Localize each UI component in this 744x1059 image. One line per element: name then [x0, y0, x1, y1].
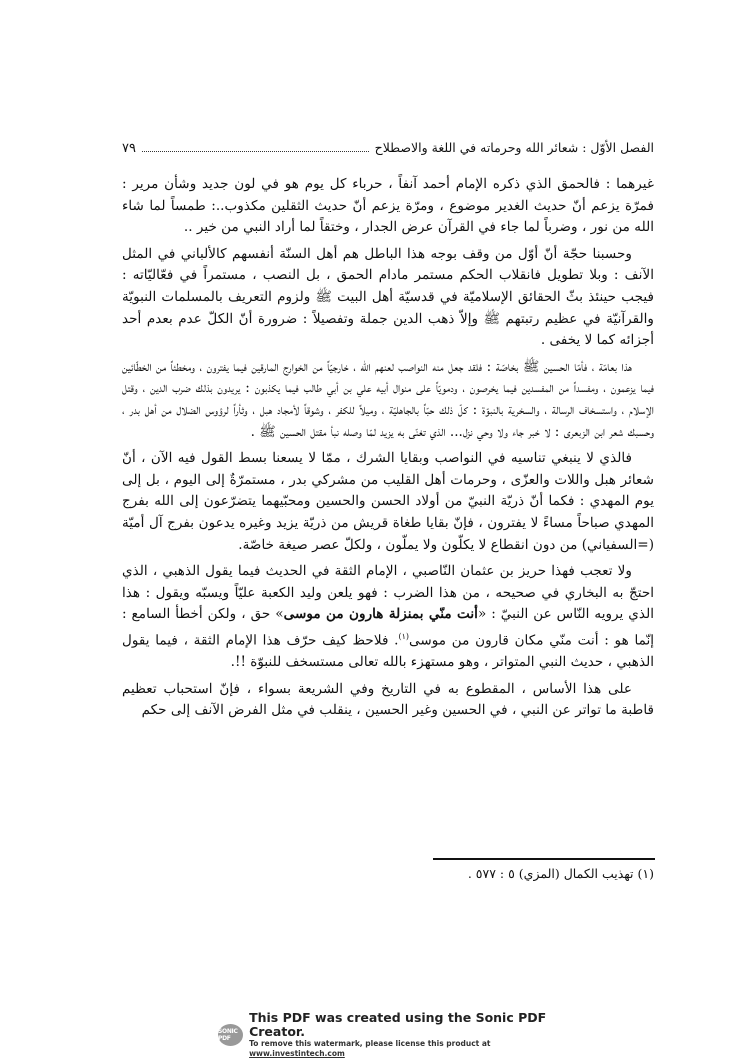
watermark-main: This PDF was created using the Sonic PDF Creator. — [249, 1010, 547, 1039]
body-text — [122, 174, 654, 722]
watermark-text — [249, 1011, 548, 1059]
running-header — [122, 140, 654, 160]
footnote-divider — [433, 858, 655, 860]
leader-dots — [142, 141, 369, 152]
footnote: (١) تهذيب الكمال (المزي) ٥ : ٥٧٧ . — [467, 866, 654, 881]
paragraph-1: غيرهما : فالحمق الذي ذكره الإمام أحمد آنفاً ، حرباء كل يوم هو في لون جديد وشأن مرير : فمرّة يزعم أنّ حديث الغدير موضوع ، ومرّة يزعم أنّ حديث الثقلين مكذوب..: طمساً لما شاء الله من نور ، وضرباً لما جاء في القرآن عرض الجدار ، وختقاً لما أراد النبي من خير .. — [122, 176, 654, 236]
paragraph-6: على هذا الأساس ، المقطوع به في التاريخ وفي الشريعة بسواء ، فإنّ استحباب تعظيم قاطبة ما تواتر عن النبي ، في الحسين وغير الحسين ، ينقلب في مثل الفرض الآنف إلى حكم — [122, 680, 654, 719]
watermark-link[interactable]: www.investintech.com — [249, 1049, 345, 1058]
paragraph-3: هذا بعامّة ، فأمّا الحسين ﷺ بخاصّة : فلقد جعل منه النواصب لعنهم الله ، خارجيّاً من الخوارج المارقين فيما يفترون ، ومخطئاً من الخطّائين فيما يزعمون ، ومفسداً من المفسدين فيما يخرصون ، ودمويّاً على منوال أبيه علي بن أبي طالب فيما يكذبون : يريدون بذلك ضرب الدين ، وقتل الإسلام ، واستسخاف الرسالة ، والسخرية بالنبوّة : كلّ ذلك حبّاً بالجاهليّة ، وميلاً للكفر ، وشوقاً لأمجاد هبل ، وثأراً لرؤوس الضلال من أهل بدر ، وحسبك شعر ابن الزبعرى : لا خبر جاء ولا وحي نزل... الذي تغنّى به يزيد لمّا وصله نبأ مقتل الحسين ﷺ . — [122, 358, 654, 440]
paragraph-2: وحسبنا حجّة أنّ أوّل من وقف بوجه هذا الباطل هم أهل السنّة أنفسهم كالألباني في المثل الآنف : وبلا تطويل فانقلاب الحكم مستمر مادام الحمق ، بل النصب ، مستمراً في فعّاليّاته : فيجب حينئذ بثّ الحقائق الإسلاميّة في قدسيّة أهل البيت ﷺ ولزوم التعريف بالمسلمات النبويّة والقرآنيّة في عظيم رتبتهم ﷺ وإلاّ ذهب الدين جملة وتفصيلاً : ضرورة أنّ الكلّ عدم بعدم أحد أجزائه كما لا يخفى . — [122, 245, 654, 349]
pdf-watermark — [218, 1010, 548, 1058]
paragraph-5-end: . فلاحظ كيف حرّف هذا الإمام الثقة ، فيما يقول الذهبي ، حديث النبي المتواتر ، وهو مستهزء بالله تعالى مستسخف للنبوّة !!. — [122, 632, 654, 670]
hadith-quote: أنت منّي بمنزلة هارون من موسى — [283, 606, 478, 623]
paragraph-4: فالذي لا ينبغي تناسيه في النواصب وبقايا الشرك ، ممّا لا يسعنا بسط القول فيه الآن ، أنّ شعائر هبل واللات والعزّى ، وحرمات أهل القليب من مشركي بدر ، مستمرّةٌ إلى اليوم ، بل إلى يوم المهدي : فكما أنّ ذريّة النبيّ من أولاد الحسن والحسين ومحبّيهما يتضرّعون إلى الله بفرج المهدي صباحاً مساءً لا يفترون ، فإنّ بقايا طغاة قريش من ذريّة يزيد وغيره يدعون بفرج آل أميّة (=السفياني) من دون انقطاع لا يكلّون ولا يملّون ، ولكلّ عصر صيغة خاصّة. — [122, 450, 654, 553]
paragraph-5 — [122, 561, 654, 674]
watermark-sub — [249, 1039, 548, 1059]
watermark-sub-text: To remove this watermark, please license this product at — [249, 1039, 491, 1048]
page-number: ٧٩ — [122, 141, 136, 156]
footnote-reference[interactable]: (١) — [398, 631, 410, 641]
paragraph-5-after: » حق ، ولكن أخطأ السامع : إنّما هو : أنت منّي مكان قارون من موسى — [122, 606, 655, 649]
sonic-pdf-logo-icon: SONIC PDF — [218, 1024, 243, 1046]
paragraph-5-before: ولا تعجب فهذا حريز بن عثمان النّاصبي ، الإمام الثقة في الحديث فيما يقول الذهبي ، الذي احتجّ به البخاري في صحيحه ، من هذا الضرب : فهو يلعن وليد الكعبة عليّاً ويسبّه ويقول : هذا الذي يرويه النّاس عن النبيّ : « — [122, 563, 654, 623]
chapter-title: الفصل الأوّل : شعائر الله وحرماته في اللغة والاصطلاح — [374, 140, 654, 155]
